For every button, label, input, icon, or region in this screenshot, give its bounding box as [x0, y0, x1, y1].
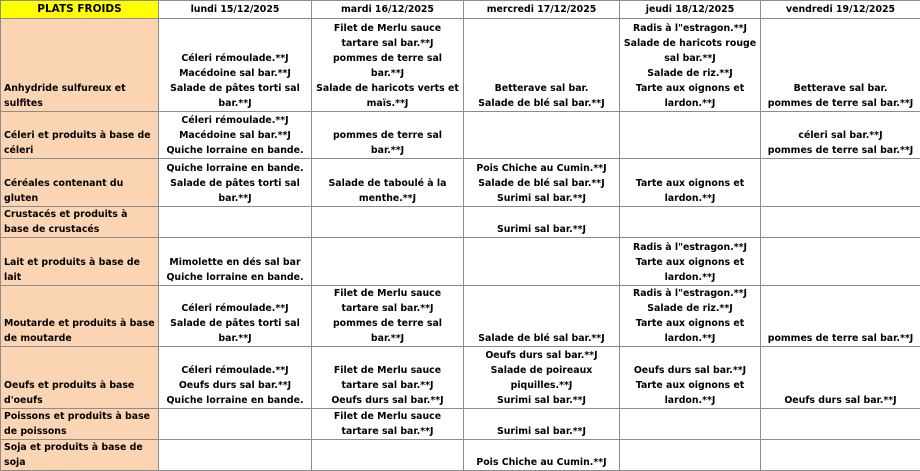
dish-item: Surimi sal bar.**J	[467, 424, 616, 439]
dish-item: Pois Chiche au Cumin.**J	[467, 161, 616, 176]
menu-cell	[312, 159, 464, 207]
allergen-label: Céréales contenant du gluten	[1, 159, 159, 207]
dish-item: Quiche lorraine en bande.	[162, 270, 308, 285]
day-header-friday: vendredi 19/12/2025	[761, 1, 920, 19]
menu-cell	[159, 19, 312, 112]
menu-cell	[761, 238, 920, 286]
menu-cell	[620, 286, 761, 347]
menu-cell	[312, 286, 464, 347]
dish-item: Filet de Merlu sauce tartare sal bar.**J	[315, 363, 460, 393]
table-row	[1, 19, 920, 112]
menu-cell	[159, 440, 312, 471]
dish-item: pommes de terre sal bar.**J	[315, 51, 460, 81]
menu-cell	[620, 347, 761, 409]
dish-item: Tarte aux oignons et lardon.**J	[623, 176, 757, 206]
dish-item: pommes de terre sal bar.**J	[315, 316, 460, 346]
dish-item: Tarte aux oignons et lardon.**J	[623, 81, 757, 111]
menu-cell	[312, 19, 464, 112]
day-header-tuesday: mardi 16/12/2025	[312, 1, 464, 19]
dish-item: pommes de terre sal bar.**J	[764, 331, 917, 346]
menu-cell	[312, 112, 464, 159]
dish-item: Salade de riz.**J	[623, 66, 757, 81]
dish-item: Mimolette en dés sal bar	[162, 255, 308, 270]
dish-item: Oeufs durs sal bar.**J	[467, 348, 616, 363]
menu-cell	[464, 440, 620, 471]
dish-item: Surimi sal bar.**J	[467, 393, 616, 408]
dish-item: Macédoine sal bar.**J	[162, 66, 308, 81]
menu-cell	[464, 19, 620, 112]
menu-cell	[761, 207, 920, 238]
menu-cell	[464, 207, 620, 238]
menu-cell	[464, 347, 620, 409]
menu-cell	[159, 238, 312, 286]
menu-cell	[159, 112, 312, 159]
allergen-label: Lait et produits à base de lait	[1, 238, 159, 286]
dish-item: Tarte aux oignons et lardon.**J	[623, 255, 757, 285]
dish-item: Pois Chiche au Cumin.**J	[467, 455, 616, 470]
dish-item: Salade de poireaux piquilles.**J	[467, 363, 616, 393]
dish-item: Céleri rémoulade.**J	[162, 113, 308, 128]
menu-cell	[620, 159, 761, 207]
header-row	[1, 1, 920, 19]
table-title: PLATS FROIDS	[1, 1, 159, 19]
menu-cell	[159, 286, 312, 347]
dish-item: Macédoine sal bar.**J	[162, 128, 308, 143]
table-row	[1, 347, 920, 409]
dish-item: Salade de pâtes torti sal bar.**J	[162, 316, 308, 346]
menu-cell	[620, 238, 761, 286]
dish-item: Oeufs durs sal bar.**J	[162, 378, 308, 393]
menu-cell	[761, 112, 920, 159]
dish-item: Tarte aux oignons et lardon.**J	[623, 316, 757, 346]
menu-cell	[464, 409, 620, 440]
dish-item: Filet de Merlu sauce tartare sal bar.**J	[315, 286, 460, 316]
menu-cell	[761, 159, 920, 207]
menu-cell	[620, 19, 761, 112]
dish-item: Céleri rémoulade.**J	[162, 363, 308, 378]
day-header-wednesday: mercredi 17/12/2025	[464, 1, 620, 19]
dish-item: pommes de terre sal bar.**J	[764, 96, 917, 111]
dish-item: Salade de taboulé à la menthe.**J	[315, 176, 460, 206]
menu-cell	[464, 159, 620, 207]
allergen-label: Poissons et produits à base de poissons	[1, 409, 159, 440]
dish-item: Filet de Merlu sauce tartare sal bar.**J	[315, 409, 460, 439]
menu-cell	[464, 238, 620, 286]
menu-cell	[761, 286, 920, 347]
dish-item: Surimi sal bar.**J	[467, 222, 616, 237]
menu-cell	[464, 286, 620, 347]
day-header-monday: lundi 15/12/2025	[159, 1, 312, 19]
allergen-label: Soja et produits à base de soja	[1, 440, 159, 471]
menu-cell	[312, 409, 464, 440]
allergen-label: Crustacés et produits à base de crustacés	[1, 207, 159, 238]
dish-item: Quiche lorraine en bande.	[162, 393, 308, 408]
menu-cell	[312, 238, 464, 286]
dish-item: Céleri rémoulade.**J	[162, 51, 308, 66]
menu-cell	[761, 409, 920, 440]
dish-item: Betterave sal bar.	[467, 81, 616, 96]
dish-item: Salade de haricots verts et maïs.**J	[315, 81, 460, 111]
dish-item: Quiche lorraine en bande.	[162, 161, 308, 176]
dish-item: Oeufs durs sal bar.**J	[315, 393, 460, 408]
table-row	[1, 286, 920, 347]
dish-item: Oeufs durs sal bar.**J	[623, 363, 757, 378]
table-row	[1, 207, 920, 238]
dish-item: Salade de blé sal bar.**J	[467, 331, 616, 346]
dish-item: Tarte aux oignons et lardon.**J	[623, 378, 757, 408]
menu-cell	[159, 159, 312, 207]
menu-cell	[159, 409, 312, 440]
table-row	[1, 159, 920, 207]
dish-item: Radis à l"estragon.**J	[623, 286, 757, 301]
allergen-label: Moutarde et produits à base de moutarde	[1, 286, 159, 347]
allergen-label: Anhydride sulfureux et sulfites	[1, 19, 159, 112]
menu-cell	[761, 440, 920, 471]
dish-item: Salade de blé sal bar.**J	[467, 176, 616, 191]
dish-item: Salade de pâtes torti sal bar.**J	[162, 81, 308, 111]
dish-item: Filet de Merlu sauce tartare sal bar.**J	[315, 21, 460, 51]
table-row	[1, 409, 920, 440]
dish-item: Radis à l"estragon.**J	[623, 240, 757, 255]
dish-item: pommes de terre sal bar.**J	[764, 143, 917, 158]
dish-item: Salade de blé sal bar.**J	[467, 96, 616, 111]
dish-item: Radis à l"estragon.**J	[623, 21, 757, 36]
menu-cell	[620, 207, 761, 238]
table-row	[1, 440, 920, 471]
menu-cell	[761, 347, 920, 409]
menu-cell	[761, 19, 920, 112]
table-body	[1, 19, 920, 471]
dish-item: Quiche lorraine en bande.	[162, 143, 308, 158]
dish-item: Oeufs durs sal bar.**J	[764, 393, 917, 408]
menu-cell	[159, 207, 312, 238]
dish-item: Surimi sal bar.**J	[467, 191, 616, 206]
dish-item: céleri sal bar.**J	[764, 128, 917, 143]
menu-cell	[312, 440, 464, 471]
menu-cell	[464, 112, 620, 159]
dish-item: Salade de riz.**J	[623, 301, 757, 316]
table-row	[1, 238, 920, 286]
menu-cell	[312, 347, 464, 409]
menu-cell	[159, 347, 312, 409]
menu-cell	[312, 207, 464, 238]
menu-cell	[620, 440, 761, 471]
allergen-label: Céleri et produits à base de céleri	[1, 112, 159, 159]
menu-cell	[620, 112, 761, 159]
dish-item: Céleri rémoulade.**J	[162, 301, 308, 316]
menu-cell	[620, 409, 761, 440]
table-row	[1, 112, 920, 159]
dish-item: Betterave sal bar.	[764, 81, 917, 96]
dish-item: Salade de pâtes torti sal bar.**J	[162, 176, 308, 206]
dish-item: pommes de terre sal bar.**J	[315, 128, 460, 158]
allergen-label: Oeufs et produits à base d'oeufs	[1, 347, 159, 409]
dish-item: Salade de haricots rouge sal bar.**J	[623, 36, 757, 66]
day-header-thursday: jeudi 18/12/2025	[620, 1, 761, 19]
